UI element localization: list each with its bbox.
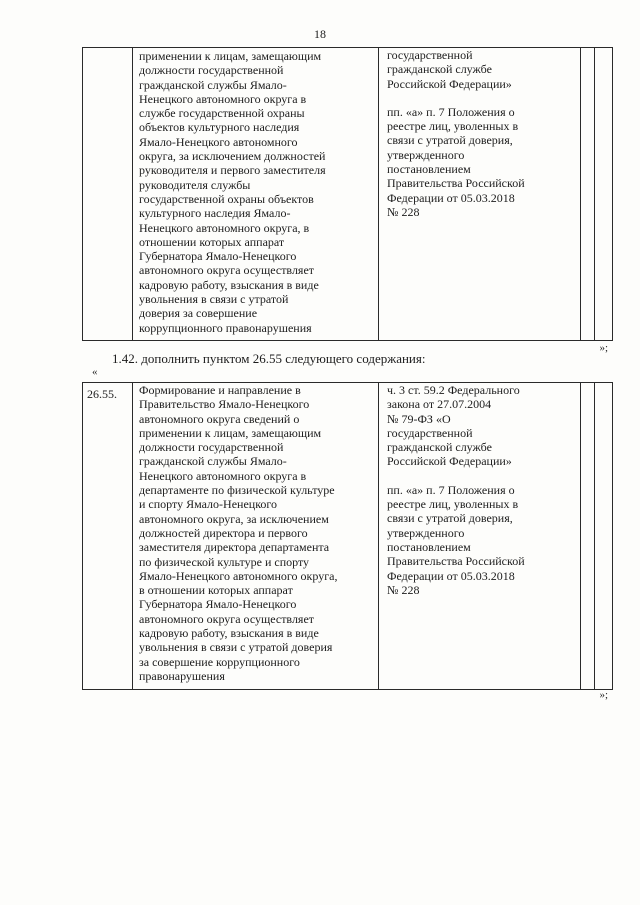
text-line: и спорту Ямало-Ненецкого (139, 497, 278, 512)
text-line: реестре лиц, уволенных в (387, 497, 519, 512)
text-line: утвержденного (387, 147, 465, 162)
amendment-clause: 1.42. дополнить пунктом 26.55 следующего содержания: (112, 351, 426, 366)
text-line: увольнения в связи с утратой доверия (139, 640, 333, 655)
text-line: отношении которых аппарат (139, 234, 285, 249)
text-line: автономного округа сведений о (139, 411, 300, 426)
text-line: № 228 (387, 582, 420, 597)
legal-basis-cell (379, 383, 581, 690)
text-line: Ненецкого автономного округа в (139, 91, 307, 106)
text-line: департаменте по физической культуре (139, 483, 335, 498)
empty-cell-1 (581, 48, 595, 341)
text-line: пп. «а» п. 7 Положения о (387, 104, 515, 119)
text-line: округа, за исключением должностей (139, 149, 326, 164)
description-cell (133, 48, 379, 341)
text-line: Губернатора Ямало-Ненецкого (139, 597, 297, 612)
empty-cell-1 (581, 383, 595, 690)
text-line: гражданской службы Ямало- (139, 77, 287, 92)
text-line: кадровую работу, взыскания в виде (139, 277, 319, 292)
table-row (83, 383, 613, 690)
description-text (139, 383, 372, 683)
text-line: применении к лицам, замещающим (139, 425, 322, 440)
text-line: культурного наследия Ямало- (139, 206, 291, 221)
text-line: Правительство Ямало-Ненецкого (139, 397, 310, 412)
text-line: должности государственной (139, 63, 284, 78)
text-line: государственной (387, 425, 473, 440)
text-line: автономного округа осуществляет (139, 263, 315, 278)
text-line: реестре лиц, уволенных в (387, 119, 519, 134)
text-line: постановлением (387, 162, 471, 177)
text-line: связи с утратой доверия, (387, 133, 513, 148)
text-line: доверия за совершение (139, 306, 258, 321)
table-bottom (82, 382, 613, 690)
text-line: постановлением (387, 539, 471, 554)
text-line: применении к лицам, замещающим (139, 49, 322, 63)
table-top (82, 47, 613, 341)
text-line: руководителя и первого заместителя (139, 163, 326, 178)
text-line: гражданской службы Ямало- (139, 454, 287, 469)
text-line: должности государственной (139, 440, 284, 455)
legal-basis-part-2 (387, 483, 574, 597)
legal-basis-part-2 (387, 105, 574, 219)
text-line: № 79-ФЗ «О (387, 411, 451, 426)
text-line: должностей директора и первого (139, 525, 308, 540)
text-line: государственной охраны объектов (139, 191, 314, 206)
text-line: руководителя службы (139, 177, 251, 192)
page-number: 18 (314, 27, 326, 41)
text-line: государственной (387, 48, 473, 62)
text-line: Губернатора Ямало-Ненецкого (139, 249, 297, 264)
empty-cell-2 (595, 48, 613, 341)
text-line: за совершение коррупционного (139, 654, 300, 669)
text-line: в отношении которых аппарат (139, 583, 293, 598)
description-text (139, 49, 372, 335)
text-line: Ямало-Ненецкого автономного (139, 134, 298, 149)
text-line: Ненецкого автономного округа в (139, 468, 307, 483)
text-line: Федерации от 05.03.2018 (387, 190, 515, 205)
text-line: утвержденного (387, 525, 465, 540)
text-line: автономного округа осуществляет (139, 611, 315, 626)
text-line: пп. «а» п. 7 Положения о (387, 482, 515, 497)
text-line: Формирование и направление в (139, 383, 301, 397)
table-row (83, 48, 613, 341)
text-line: Российской Федерации» (387, 454, 512, 469)
text-line: автономного округа, за исключением (139, 511, 329, 526)
text-line: гражданской службе (387, 62, 492, 77)
row-number-cell (83, 48, 133, 341)
row-number-cell: 26.55. (83, 383, 133, 690)
legal-basis-part-1 (387, 48, 574, 91)
text-line: гражданской службе (387, 440, 492, 455)
opening-quote: « (92, 366, 98, 378)
text-line: Ямало-Ненецкого автономного округа, (139, 568, 338, 583)
closing-quote-2: »; (599, 689, 608, 701)
text-line: Правительства Российской (387, 176, 525, 191)
text-line: правонарушения (139, 668, 225, 683)
text-line: службе государственной охраны (139, 106, 305, 121)
text-line: Правительства Российской (387, 554, 525, 569)
text-line: ч. 3 ст. 59.2 Федерального (387, 383, 520, 397)
legal-basis-part-1 (387, 383, 574, 469)
text-line: Российской Федерации» (387, 76, 512, 91)
text-line: закона от 27.07.2004 (387, 397, 492, 412)
description-cell (133, 383, 379, 690)
text-line: Ненецкого автономного округа, в (139, 220, 310, 235)
text-line: коррупционного правонарушения (139, 320, 312, 335)
text-line: Федерации от 05.03.2018 (387, 568, 515, 583)
text-line: объектов культурного наследия (139, 120, 300, 135)
empty-cell-2 (595, 383, 613, 690)
legal-basis-cell (379, 48, 581, 341)
closing-quote-1: »; (599, 342, 608, 354)
text-line: № 228 (387, 204, 420, 219)
text-line: увольнения в связи с утратой (139, 292, 289, 307)
text-line: связи с утратой доверия, (387, 511, 513, 526)
text-line: кадровую работу, взыскания в виде (139, 626, 319, 641)
text-line: по физической культуре и спорту (139, 554, 310, 569)
text-line: заместителя директора департамента (139, 540, 330, 555)
